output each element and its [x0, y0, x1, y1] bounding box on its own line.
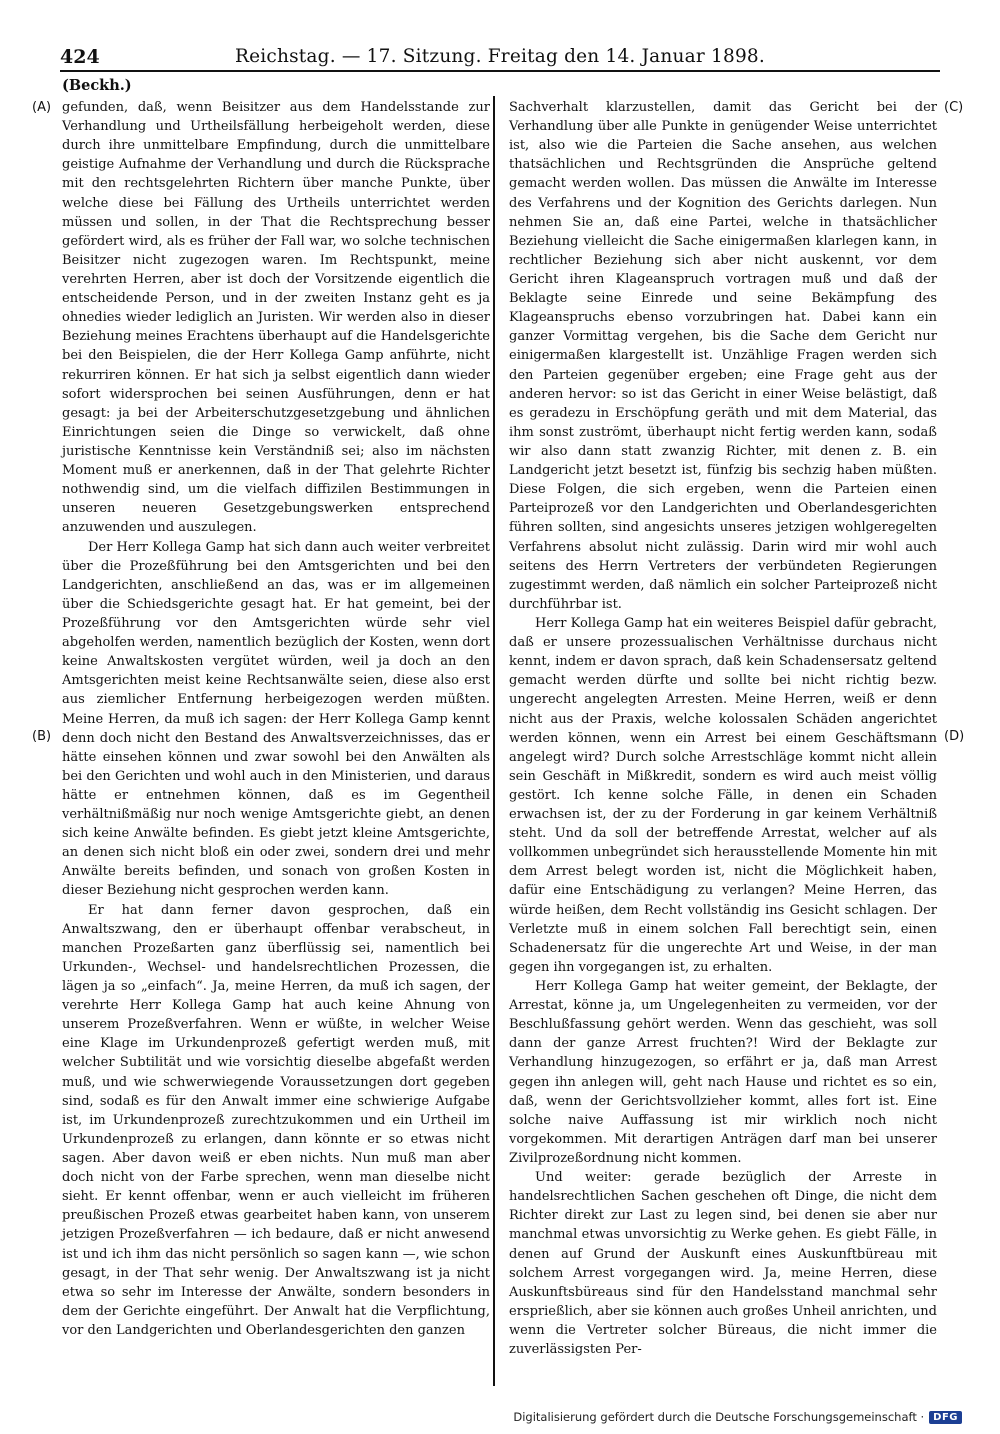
paragraph: Der Herr Kollega Gamp hat sich dann auch weiter verbreitet über die Prozeßführung bei den Amtsgerichten und bei den Landgerichten, anschließend an das, was er im allgemeinen über die Schiedsgerichte gesagt hat. Er hat gemeint, bei der Prozeßführung vor den Amtsgerichten würde sehr viel abgeholfen werden, namentlich bezüglich der Kosten, wenn dort keine Anwaltskosten vergütet würden, weil ja doch an den Amtsgerichten meist keine Rechtsanwälte seien, diese also erst aus ziemlicher Entfernung herbeigezogen werden müßten. Meine Herren, da muß ich sagen: der Herr Kollega Gamp kennt denn doch nicht den Bestand des Anwaltsverzeichnisses, das er hätte einsehen können und zwar sowohl bei den Anwälten als bei den Gerichten und wohl auch in den Ministerien, und daraus hätte er entnehmen können, daß es im Gegentheil verhältnißmäßig nur noch wenige Amtsgerichte giebt, an denen sich keine Anwälte befinden. Es giebt jetzt kleine Amtsgerichte, an denen sich nicht bloß ein oder zwei, sondern drei und mehr Anwälte bereits befinden, und sonach von großen Kosten in dieser Beziehung nicht gesprochen werden kann. [62, 539, 490, 899]
column-divider [493, 96, 495, 1386]
margin-marker-a: (A) [32, 100, 52, 115]
paragraph: gefunden, daß, wenn Beisitzer aus dem Handelsstande zur Verhandlung und Urtheilsfällung herbeigeholt werden, diese durch ihre unmittelbare Empfindung, durch die unmittelbare geistige Aufnahme der Verhandlung und durch die Rücksprache mit den rechtsgelehrten Richtern über manche Punkte, über welche diese bei Fällung des Urtheils unterrichtet werden müssen und sollen, in der That die Rechtsprechung besser gefördert wird, als es früher der Fall war, wo solche technischen Beisitzer nicht zugezogen waren. Im Rechtspunkt, meine verehrten Herren, aber ist doch der Vorsitzende eigentlich die entscheidende Person, und in der zweiten Instanz geht es ja ohnedies wieder lediglich an Juristen. Wir werden also in dieser Beziehung meines Erachtens überhaupt auf die Handelsgerichte bei den Beispielen, die der Herr Kollega Gamp anführte, nicht rekurriren können. Er hat sich ja selbst eigentlich dann wieder sofort widersprochen bei seinen Ausführungen, denn er hat gesagt: ja bei der Arbeiterschutzgesetzgebung und ähnlichen Einrichtungen seien die Dinge so verwickelt, daß ohne juristische Kenntnisse kein Verständniß sei; also im nächsten Moment muß er anerkennen, daß in der That gelehrte Richter nothwendig sind, um die vielfach diffizilen Bestimmungen in unseren neueren Gesetzgebungswerken entsprechend anzuwenden und auszulegen. [62, 100, 490, 536]
page-number: 424 [60, 46, 100, 68]
running-title: Reichstag. — 17. Sitzung. Freitag den 14. Januar 1898. [235, 46, 765, 67]
left-column [62, 98, 490, 1340]
margin-marker-c: (C) [944, 100, 964, 115]
paragraph: Herr Kollega Gamp hat weiter gemeint, der Beklagte, der Arrestat, könne ja, um Ungelegenheiten zu vermeiden, vor der Beschlußfassung gehört werden. Wenn das geschieht, was soll dann der ganze Arrest fruchten?! Wird der Beklagte zur Verhandlung hinzugezogen, so erfährt er ja, daß man Arrest gegen ihn anlegen will, geht nach Hause und richtet es so ein, daß, wenn der Gerichtsvollzieher kommt, alles fort ist. Eine solche naive Auffassung ist mir wirklich noch nicht vorgekommen. Mit derartigen Anträgen darf man bei unserer Zivilprozeßordnung nicht kommen. [509, 979, 937, 1167]
paragraph: Herr Kollega Gamp hat ein weiteres Beispiel dafür gebracht, daß er unsere prozessualischen Verhältnisse durchaus nicht kennt, indem er davon sprach, daß kein Schadensersatz geltend gemacht werden dürfte und sollte bei nicht richtig bezw. ungerecht angelegten Arresten. Meine Herren, weiß er denn nicht aus der Praxis, welche kolossalen Schäden angerichtet werden können, wenn ein Arrest bei einem Geschäftsmann angelegt wird? Durch solche Arrestschläge kommt nicht allein sein Geschäft in Mißkredit, sondern es wird auch meist völlig gestört. Ich kenne solche Fälle, in denen ein Schaden erwachsen ist, der zu der Forderung in gar keinem Verhältniß steht. Und da soll der betreffende Arrestat, welcher auf als vollkommen unbegründet sich herausstellende Momente hin mit dem Arrest belegt worden ist, nicht die Möglichkeit haben, dafür eine Entschädigung zu verlangen? Meine Herren, das würde heißen, dem Recht vollständig ins Gesicht schlagen. Der Verletzte muß in einem solchen Fall berechtigt sein, einen Schadenersatz für die ungerechte Art und Weise, in der man gegen ihn vorgegangen ist, zu erhalten. [509, 615, 937, 975]
dfg-logo: DFG [929, 1411, 962, 1424]
right-column [509, 98, 937, 1359]
margin-marker-d: (D) [944, 729, 965, 744]
margin-marker-b: (B) [32, 729, 52, 744]
page-header [60, 44, 940, 72]
credit-text: Digitalisierung gefördert durch die Deutsche Forschungsgemeinschaft · [513, 1410, 925, 1424]
paragraph: Und weiter: gerade bezüglich der Arreste in handelsrechtlichen Sachen geschehen oft Dinge, die nicht dem Richter direkt zur Last zu legen sind, bei denen sie aber nur manchmal etwas unvorsichtig zu Werke gehen. Es giebt Fälle, in denen auf Grund der Auskunft eines Auskunftbüreau mit solchem Arrest vorgegangen wird. Ja, meine Herren, diese Auskunftsbüreaus sind für den Handelsstand manchmal sehr ersprießlich, aber sie können auch großes Unheil anrichten, und wenn die Vertreter solcher Büreaus, die nicht immer die zuverlässigsten Per- [509, 1170, 937, 1358]
paragraph: Sachverhalt klarzustellen, damit das Gericht bei der Verhandlung über alle Punkte in genügender Weise unterrichtet ist, also wie die Parteien die Sache ansehen, aus welchen thatsächlichen und Rechtsgründen die Ansprüche geltend gemacht werden wollen. Das müssen die Anwälte im Interesse des Verfahrens und der Kognition des Gerichts darlegen. Nun nehmen Sie an, daß eine Partei, welche in thatsächlicher Beziehung vielleicht die Sache einigermaßen klarlegen kann, in rechtlicher Beziehung sich aber nicht auskennt, vor dem Gericht ihren Klageanspruch vortragen muß und daß der Beklagte seine Einrede und seine Bekämpfung des Klageanspruchs ebenso vorzubringen hat. Dabei kann ein ganzer Vormittag vergehen, bis die Sache dem Gericht nur einigermaßen klargestellt ist. Unzählige Fragen werden sich den Parteien gegenüber ergeben; eine Frage geht aus der anderen hervor: so ist das Gericht in einer Weise belästigt, daß es geradezu in Erschöpfung geräth und mit dem Material, das ihm sonst zuströmt, überhaupt nicht fertig werden kann, sodaß wir also dann statt zwanzig Richter, mit denen z. B. ein Landgericht jetzt besetzt ist, fünfzig bis sechzig haben müßten. Diese Folgen, die sich ergeben, wenn die Parteien einen Parteiprozeß vor den Landgerichten und Oberlandesgerichten führen sollten, sind angesichts unseres jetzigen wohlgeregelten Verfahrens absolut nicht zulässig. Darin wird mir wohl auch seitens des Herrn Vertreters der verbündeten Regierungen zugestimmt werden, daß nämlich ein solcher Parteiprozeß nicht durchführbar ist. [509, 100, 937, 612]
speaker-label: (Beckh.) [62, 77, 132, 94]
paragraph: Er hat dann ferner davon gesprochen, daß ein Anwaltszwang, den er überhaupt offenbar verabscheut, in manchen Prozeßarten ganz überflüssig sei, namentlich bei Urkunden-, Wechsel- und handelsrechtlichen Prozessen, die lägen ja so „einfach“. Ja, meine Herren, da muß ich sagen, der verehrte Herr Kollega Gamp hat auch keine Ahnung von unserem Prozeßverfahren. Wenn er wüßte, in welcher Weise eine Klage im Urkundenprozeß gefertigt werden muß, mit welcher Subtilität und wie vorsichtig dieselbe abgefaßt werden muß, und wie schwerwiegende Voraussetzungen dort gegeben sind, sodaß es für den Anwalt immer eine schwierige Aufgabe ist, im Urkundenprozeß zurechtzukommen und ein Urtheil im Urkundenprozeß zu erlangen, dann könnte er so etwas nicht sagen. Aber davon weiß er eben nichts. Nun muß man aber doch nicht von der Farbe sprechen, wenn man dieselbe nicht sieht. Er kennt offenbar, wenn er auch vielleicht im früheren preußischen Prozeß etwas gearbeitet haben kann, von unserem jetzigen Prozeßverfahren — ich bedaure, daß er nicht anwesend ist und ich ihm das nicht persönlich so sagen kann —, wie schon gesagt, in der That sehr wenig. Der Anwaltszwang ist ja nicht etwa so sehr im Interesse der Anwälte, sondern besonders in dem der Gerichte eingeführt. Der Anwalt hat die Verpflichtung, vor den Landgerichten und Oberlandesgerichten den ganzen [62, 902, 490, 1338]
digitization-credit [513, 1410, 962, 1424]
